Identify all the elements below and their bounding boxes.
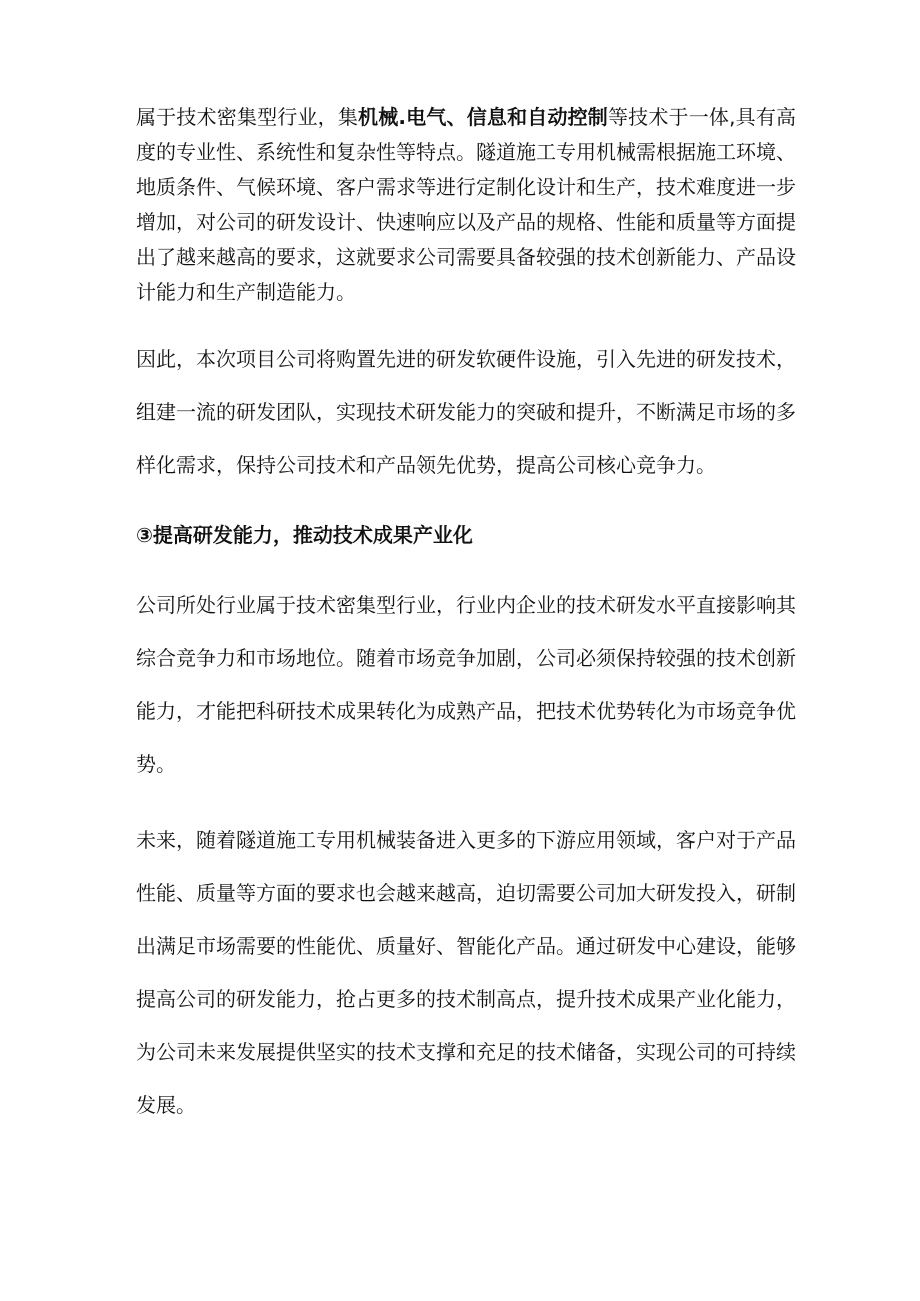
document-page <box>136 100 796 1132</box>
paragraph-industry-competition: 公司所处行业属于技术密集型行业，行业内企业的技术研发水平直接影响其综合竞争力和市场地位。随着市场竞争加剧，公司必须保持较强的技术创新能力，才能把科研技术成果转化为成熟产品，把技术优势转化为市场竞争优势。 <box>136 593 796 776</box>
paragraph-project-plan: 因此，本次项目公司将购置先进的研发软硬件设施，引入先进的研发技术，组建一流的研发团队，实现技术研发能力的突破和提升，不断满足市场的多样化需求，保持公司技术和产品领先优势，提高公司核心竞争力。 <box>136 347 796 477</box>
paragraph-future-development: 未来，随着隧道施工专用机械装备进入更多的下游应用领域，客户对于产品性能、质量等方面的要求也会越来越高，迫切需要公司加大研发投入，研制出满足市场需要的性能优、质量好、智能化产品。通过研发中心建设，能够提高公司的研发能力，抢占更多的技术制高点，提升技术成果产业化能力，为公司未来发展提供坚实的技术支撑和充足的技术储备，实现公司的可持续发展。 <box>136 828 796 1117</box>
paragraph-industry-characteristics <box>136 100 796 310</box>
section-heading: ③提高研发能力，推动技术成果产业化 <box>136 523 473 547</box>
paragraph1-text-start: 属于技术密集型行业，集 <box>136 105 359 129</box>
paragraph1-text-end: 等技术于一体,具有高度的专业性、系统性和复杂性等特点。隧道施工专用机械需根据施工环境、地质条件、气候环境、客户需求等进行定制化设计和生产，技术难度进一步增加，对公司的研发设计、快速响应以及产品的规格、性能和质量等方面提出了越来越高的要求，这就要求公司需要具备较强的技术创新能力、产品设计能力和生产制造能力。 <box>136 105 797 304</box>
paragraph1-bold-text: 机械.电气、信息和自动控制 <box>358 105 608 129</box>
